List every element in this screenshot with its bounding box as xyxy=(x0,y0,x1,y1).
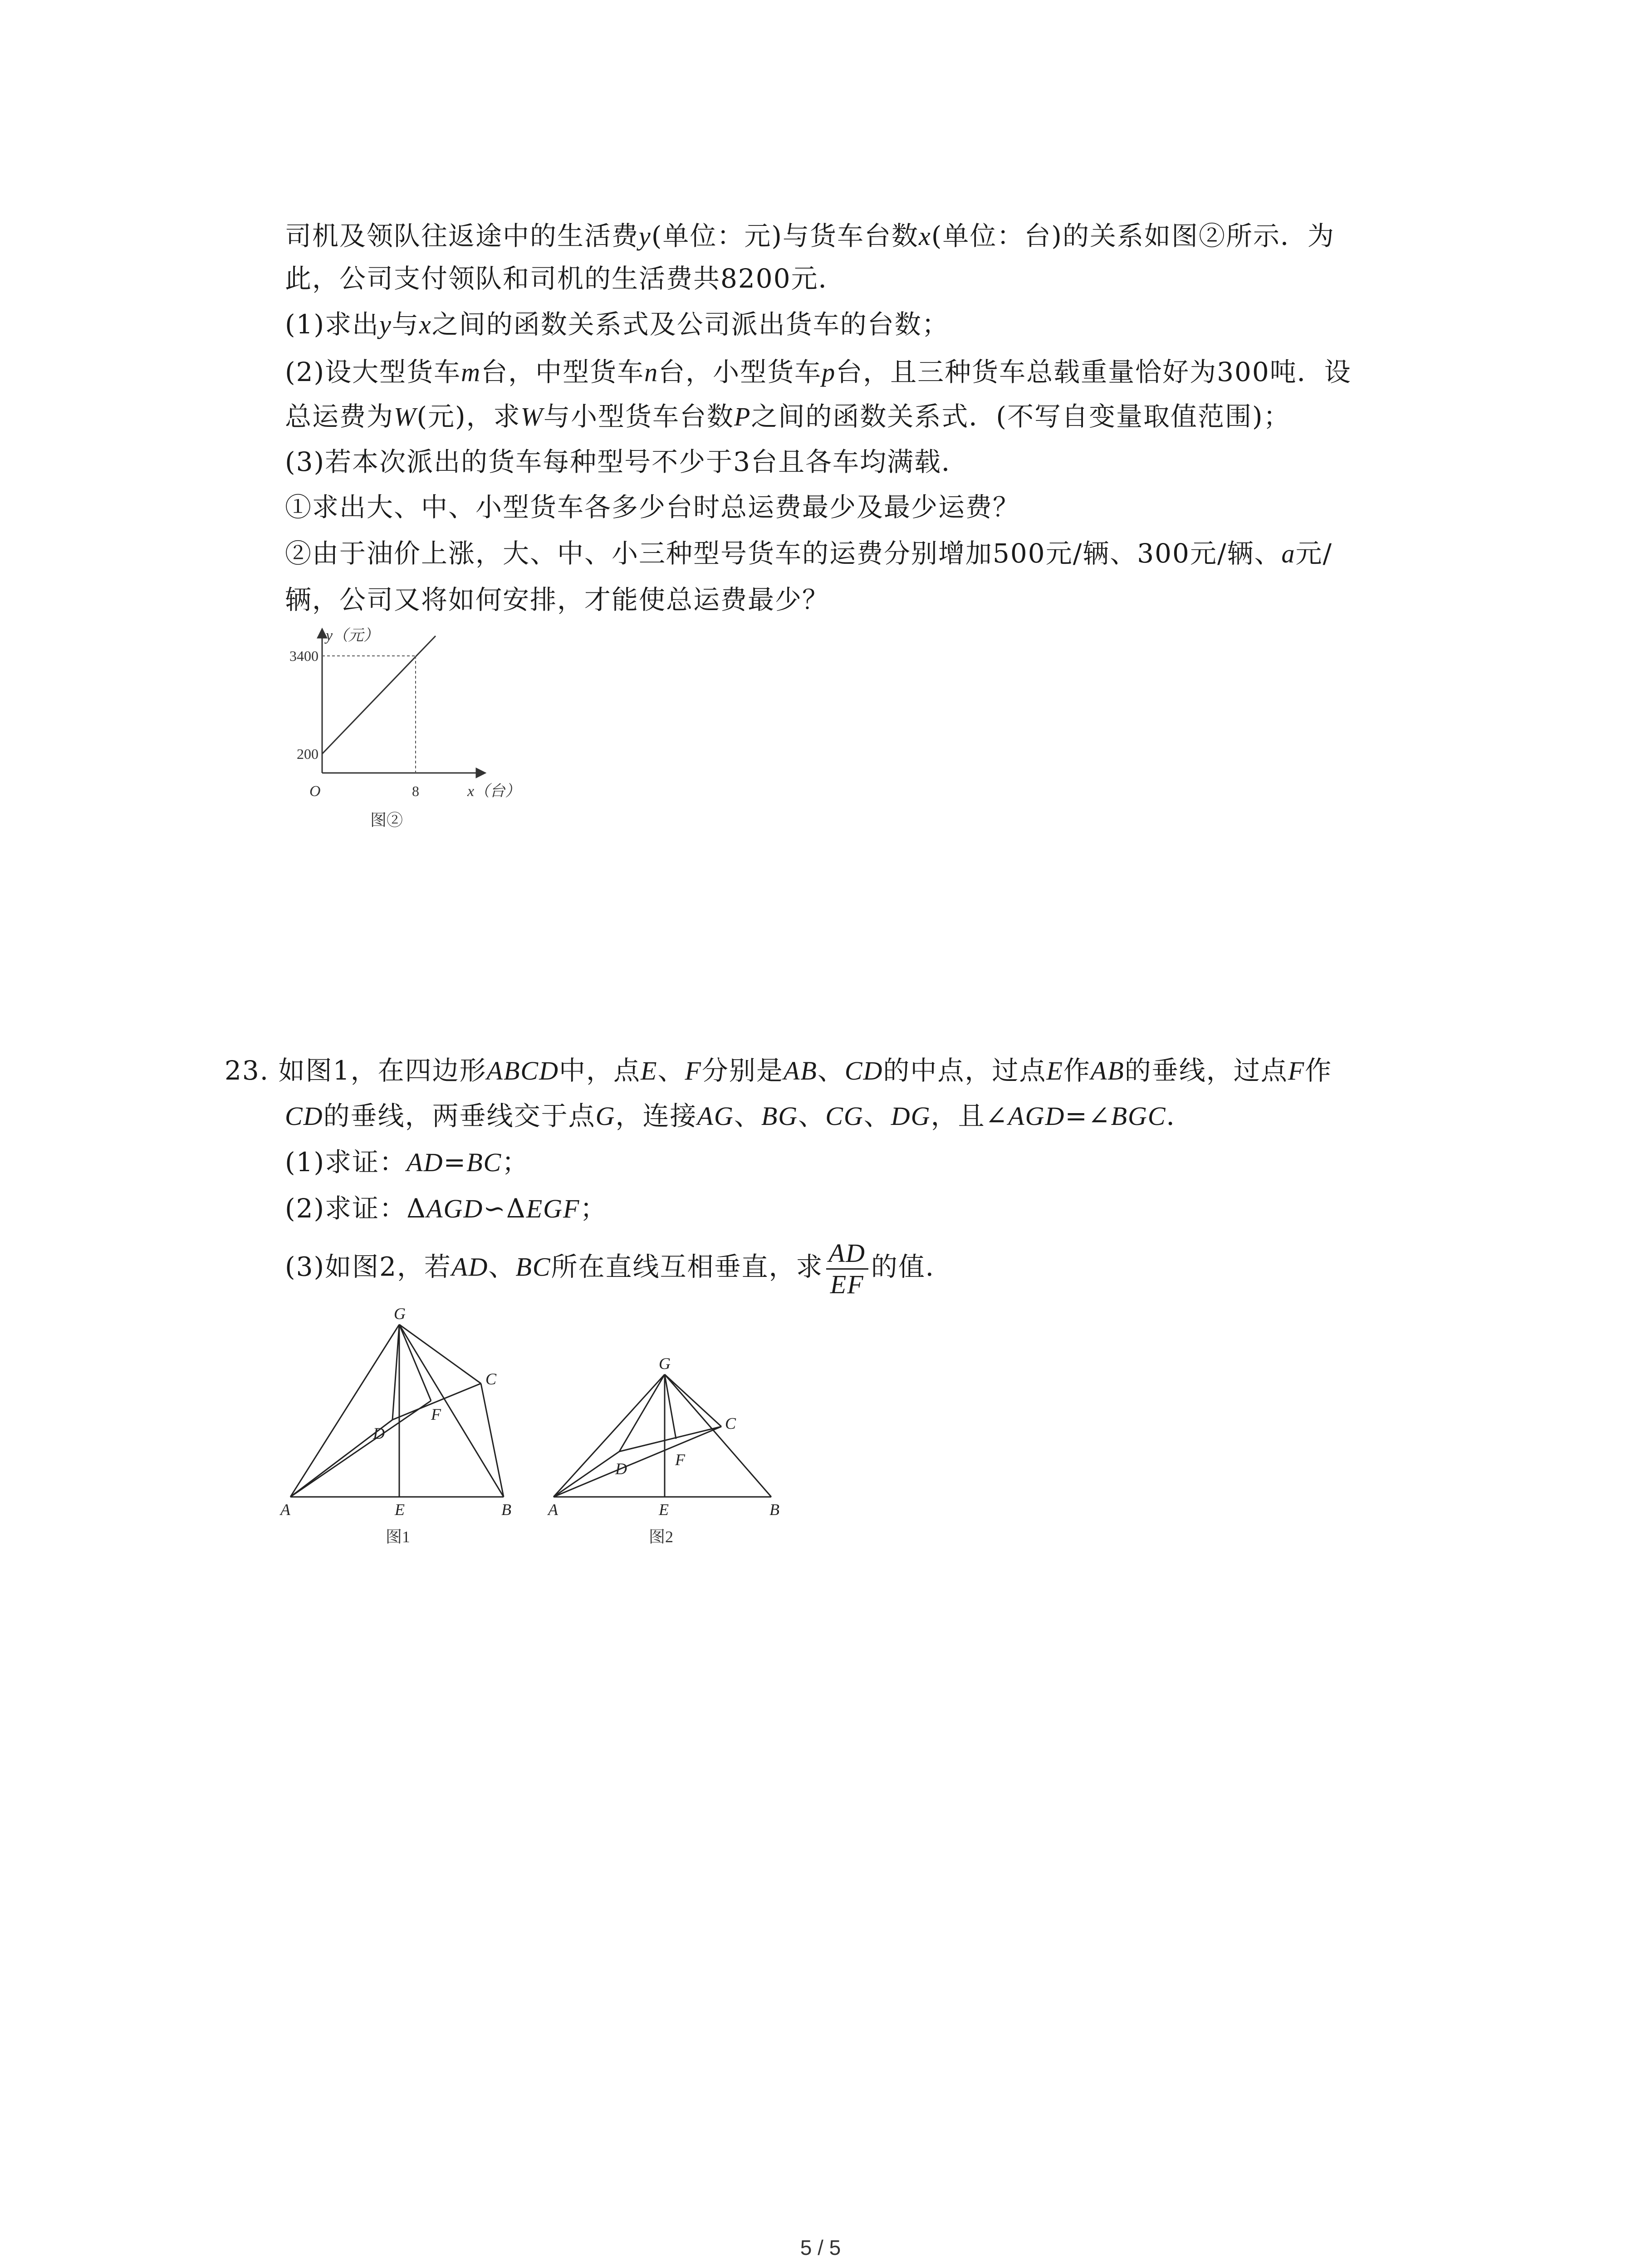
fig1-label-b: B xyxy=(501,1501,511,1519)
fig2-label-d: D xyxy=(615,1460,627,1478)
x-tick-8: 8 xyxy=(412,783,419,799)
q23-line-5: (3)如图2，若AD、BC所在直线互相垂直，求 $\frac{AD}{EF}$ 的值． xyxy=(285,1238,953,1299)
q22-line-4: (2)设大型货车m台，中型货车n台，小型货车p台，且三种货车总载重量恰好为300吨．设 xyxy=(285,357,1352,387)
q22-line-5: 总运费为W(元)，求W与小型货车台数P之间的函数关系式．(不写自变量取值范围)； xyxy=(285,401,1291,432)
fig2-label-f: F xyxy=(675,1451,685,1469)
figure-1 xyxy=(272,1306,526,1560)
fig1-line-ae-extra xyxy=(290,1401,431,1497)
q22-line-7: ①求出大、中、小型货车各多少台时总运费最少及最少运费？ xyxy=(285,492,1020,523)
fig1-line-ag xyxy=(290,1325,399,1497)
x-axis-label: x（台） xyxy=(467,783,521,800)
figure-2-graph xyxy=(268,617,549,844)
fig1-caption: 图1 xyxy=(386,1528,411,1546)
q23-line-2: CD的垂线，两垂线交于点G，连接AG、BG、CG、DG，且∠AGD=∠BGC． xyxy=(285,1100,1194,1131)
q23-line-1: 23. 如图1，在四边形ABCD中，点E、F分别是AB、CD的中点，过点E作AB的垂线，过点F作 xyxy=(225,1055,1332,1086)
fig2-label-c: C xyxy=(725,1414,736,1432)
fig2-line-ag xyxy=(554,1374,665,1497)
q22-line-2: 此，公司支付领队和司机的生活费共8200元． xyxy=(285,263,846,294)
fig1-label-f: F xyxy=(431,1405,441,1423)
q22-line-3: (1)求出y与x之间的函数关系式及公司派出货车的台数； xyxy=(285,309,949,340)
q22-line-1: 司机及领队往返途中的生活费y(单位：元)与货车台数x(单位：台)的关系如图②所示．为 xyxy=(285,220,1335,251)
fig2-label-g: G xyxy=(659,1356,671,1373)
fig1-line-bc xyxy=(481,1383,504,1497)
y-axis-label: y（元） xyxy=(326,627,379,644)
figure-2 xyxy=(540,1356,794,1560)
fraction-ad-over-ef: $\frac{AD}{EF}$ xyxy=(826,1238,868,1300)
fig1-line-gd xyxy=(392,1325,399,1420)
fig1-label-e: E xyxy=(395,1501,405,1519)
y-tick-3400: 3400 xyxy=(289,648,318,664)
fig2-caption: 图2 xyxy=(649,1528,674,1546)
fig2-label-e: E xyxy=(659,1501,669,1519)
fig2-label-b: B xyxy=(769,1501,779,1519)
fig2-line-bg xyxy=(665,1374,771,1497)
page-number: 5 / 5 xyxy=(800,2236,841,2259)
q22-line-8: ②由于油价上涨，大、中、小三种型号货车的运费分别增加500元/辆、300元/辆、a元/ xyxy=(285,538,1333,569)
q22-line-9: 辆，公司又将如何安排，才能使总运费最少？ xyxy=(285,584,830,615)
function-line xyxy=(322,636,436,754)
fig2-line-ad xyxy=(554,1452,619,1497)
fig1-label-a: A xyxy=(280,1501,290,1519)
fig2-line-ac xyxy=(554,1427,721,1497)
fig2-label-a: A xyxy=(548,1501,558,1519)
fig2-line-gc xyxy=(665,1374,721,1427)
q23-line-4: (2)求证：ΔAGD∽ΔEGF； xyxy=(285,1193,607,1224)
fig2-line-gd xyxy=(619,1374,665,1452)
fig1-label-d: D xyxy=(373,1424,385,1442)
fig1-label-g: G xyxy=(394,1306,406,1323)
origin-label: O xyxy=(309,783,321,800)
fig1-label-c: C xyxy=(485,1370,497,1388)
y-tick-200: 200 xyxy=(297,746,318,762)
q23-line-3: (1)求证：AD=BC； xyxy=(285,1147,529,1178)
q22-line-6: (3)若本次派出的货车每种型号不少于3台且各车均满载． xyxy=(285,446,969,477)
figure-caption: 图② xyxy=(370,811,403,829)
